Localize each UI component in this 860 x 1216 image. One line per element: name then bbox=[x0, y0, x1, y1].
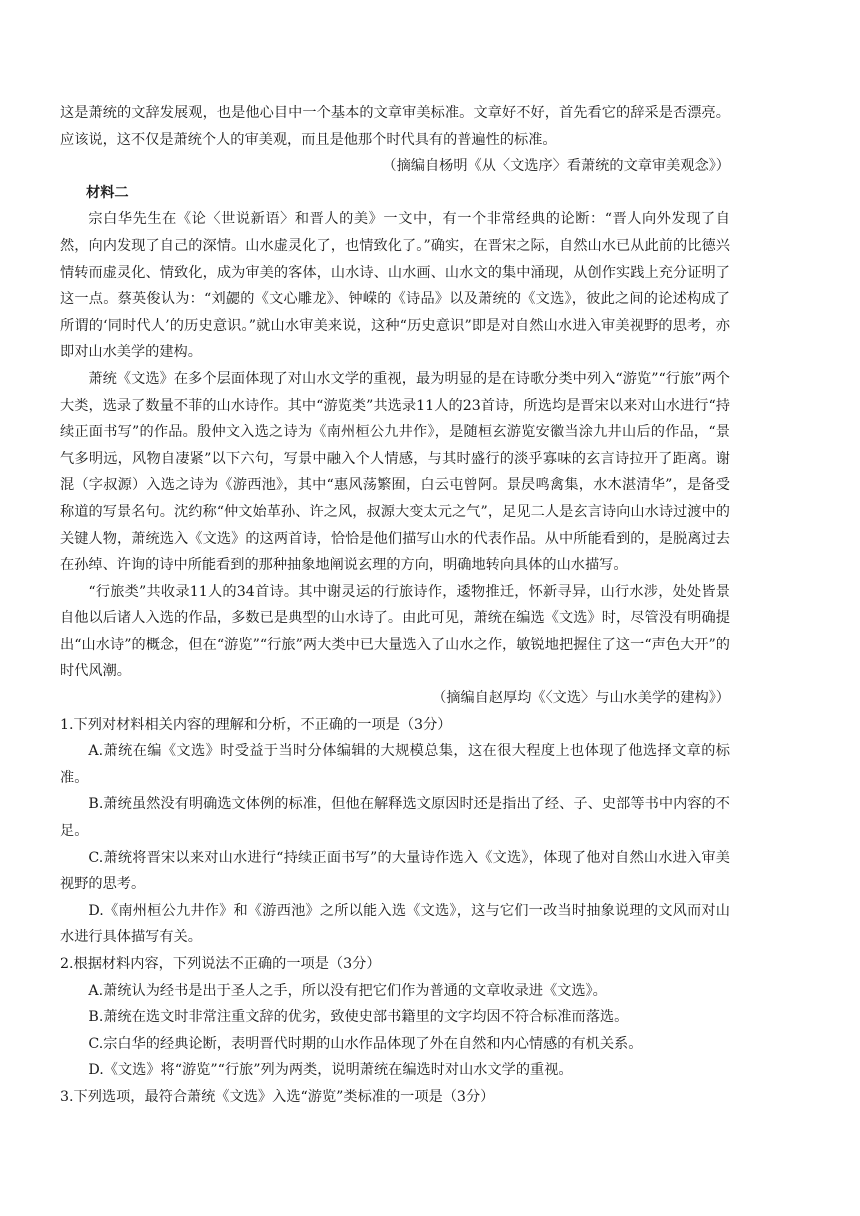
material1-source: （摘编自杨明《从〈文选序〉看萧统的文章审美观念》） bbox=[382, 158, 730, 175]
question-stem: 2.根据材料内容，下列说法不正确的一项是（3分） bbox=[60, 956, 381, 972]
question-option: D.《南州桓公九井作》和《游西池》之所以能入选《文选》，这与它们一改当时抽象说理的文风而对山水进行具体描写有关。 bbox=[60, 902, 730, 946]
question-option: A.萧统在编《文选》时受益于当时分体编辑的大规模总集，这在很大程度上也体现了他选择文章的标准。 bbox=[60, 743, 730, 786]
question-stem: 1.下列对材料相关内容的理解和分析，不正确的一项是（3分） bbox=[60, 716, 452, 733]
question-option: A.萧统认为经书是出于圣人之手，所以没有把它们作为普通的文章收录进《文选》。 bbox=[88, 982, 607, 999]
material2-paragraph: 宗白华先生在《论〈世说新语〉和晋人的美》一文中，有一个非常经典的论断：“晋人向外发现了自然，向内发现了自己的深情。山水虚灵化了，也情致化了。”确实，在晋宋之际，自然山水已从此前的比德兴情转而虚灵化、情致化，成为审美的客体，山水诗、山水画、山水文的集中涌现，从创作实践上充分证明了这一点。蔡英俊认为：“刘勰的《文心雕龙》、钟嵘的《诗品》以及萧统的《文选》，彼此之间的论述构成了所谓的‘同时代人’的历史意识。”就山水审美来说，这种“历史意识”即是对自然山水进入审美视野的思考，亦即对山水美学的建构。 bbox=[60, 211, 730, 361]
material1-tail-paragraph: 这是萧统的文辞发展观，也是他心目中一个基本的文章审美标准。文章好不好，首先看它的辞采是否漂亮。应该说，这不仅是萧统个人的审美观，而且是他那个时代具有的普遍性的标准。 bbox=[60, 105, 730, 148]
question-option: C.萧统将晋宋以来对山水进行“持续正面书写”的大量诗作选入《文选》，体现了他对自然山水进入审美视野的思考。 bbox=[60, 849, 730, 893]
question-stem: 3.下列选项，最符合萧统《文选》入选“游览”类标准的一项是（3分） bbox=[60, 1088, 495, 1105]
material2-source: （摘编自赵厚均《〈文选〉与山水美学的建构》） bbox=[432, 690, 730, 707]
question-option: D.《文选》将“游览”“行旅”列为两类，说明萧统在编选时对山水文学的重视。 bbox=[88, 1062, 573, 1079]
exam-page bbox=[60, 100, 730, 1111]
material2-paragraph: 萧统《文选》在多个层面体现了对山水文学的重视，最为明显的是在诗歌分类中列入“游览”“行旅”两个大类，选录了数量不菲的山水诗作。其中“游览类”共选录11人的23首诗，所选均是晋宋以来对山水进行“持续正面书写”的作品。殷仲文入选之诗为《南州桓公九井作》，是随桓玄游览安徽当涂九井山后的作品，“景气多明远，风物自凄紧”以下六句，写景中融入个人情感，与其时盛行的淡乎寡味的玄言诗拉开了距离。谢混（字叔源）入选之诗为《游西池》，其中“惠风荡繁囿，白云屯曾阿。景昃鸣禽集，水木湛清华”，是备受称道的写景名句。沈约称“仲文始革孙、许之风，叔源大变太元之气”，足见二人是玄言诗向山水诗过渡中的关键人物，萧统选入《文选》的这两首诗，恰恰是他们描写山水的代表作品。从中所能看到的，是脱离过去在孙绰、许询的诗中所能看到的那种抽象地阐说玄理的方向，明确地转向具体的山水描写。 bbox=[60, 370, 730, 574]
question-option: B.萧统在选文时非常注重文辞的优劣，致使史部书籍里的文字均因不符合标准而落选。 bbox=[88, 1009, 629, 1026]
material2-paragraph: “行旅类”共收录11人的34首诗。其中谢灵运的行旅诗作，逶物推迁，怀新寻异，山行水涉，处处皆景自他以后诸人入选的作品，多数已是典型的山水诗了。由此可见，萧统在编选《文选》时，尽管没有明确提出“山水诗”的概念，但在“游览”“行旅”两大类中已大量选入了山水之作，敏锐地把握住了这一“声色大开”的时代风潮。 bbox=[60, 583, 730, 680]
question-option: C.宗白华的经典论断，表明晋代时期的山水作品体现了外在自然和内心情感的有机关系。 bbox=[88, 1035, 643, 1052]
question-option: B.萧统虽然没有明确选文体例的标准，但他在解释选文原因时还是指出了经、子、史部等书中内容的不足。 bbox=[60, 796, 730, 840]
material2-heading: 材料二 bbox=[86, 184, 129, 201]
